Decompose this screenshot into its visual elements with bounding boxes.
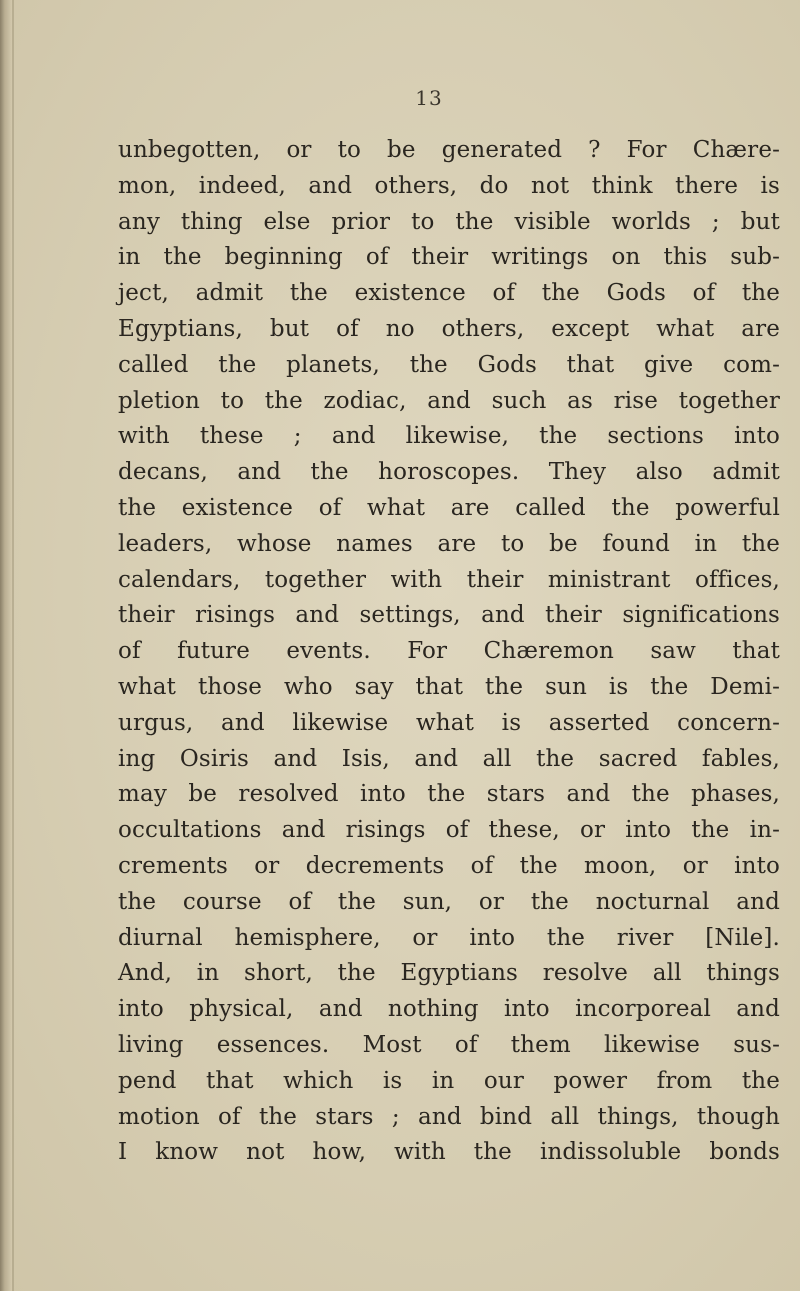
text-line: their risings and settings, and their significations [118,602,780,629]
text-line: living essences. Most of them likewise sus- [118,1031,780,1058]
text-line: pletion to the zodiac, and such as rise together [118,387,780,414]
text-line: may be resolved into the stars and the phases, [118,781,780,808]
text-line: I know not how, with the indissoluble bonds [118,1139,780,1166]
text-line: And, in short, the Egyptians resolve all things [118,960,780,987]
text-line: the existence of what are called the powerful [118,494,780,521]
body-text [118,133,780,1171]
text-line: motion of the stars ; and bind all things, though [118,1103,780,1130]
text-line: decans, and the horoscopes. They also admit [118,459,780,486]
text-line: diurnal hemisphere, or into the river [Nile]. [118,924,780,951]
page-binding-edge [0,0,12,1291]
text-line: leaders, whose names are to be found in the [118,530,780,557]
text-line: in the beginning of their writings on this sub- [118,244,780,271]
text-line: urgus, and likewise what is asserted concern- [118,709,780,736]
text-line: calendars, together with their ministrant offices, [118,566,780,593]
text-line: of future events. For Chæremon saw that [118,638,780,665]
text-line: called the planets, the Gods that give com- [118,351,780,378]
page-number: 13 [415,86,443,110]
text-line: mon, indeed, and others, do not think there is [118,172,780,199]
text-line: pend that which is in our power from the [118,1067,780,1094]
page-gutter-line [12,0,14,1291]
text-line: into physical, and nothing into incorporeal and [118,996,780,1023]
text-line: what those who say that the sun is the Demi- [118,673,780,700]
text-line: unbegotten, or to be generated ? For Chære- [118,137,780,163]
text-line: the course of the sun, or the nocturnal and [118,888,780,915]
text-line: crements or decrements of the moon, or into [118,852,780,879]
text-line: Egyptians, but of no others, except what are [118,315,780,342]
text-line: any thing else prior to the visible worlds ; but [118,208,780,235]
text-line: ject, admit the existence of the Gods of the [118,280,780,307]
text-line: with these ; and likewise, the sections into [118,423,780,450]
text-line: occultations and risings of these, or into the in- [118,817,780,844]
text-line: ing Osiris and Isis, and all the sacred fables, [118,745,780,772]
